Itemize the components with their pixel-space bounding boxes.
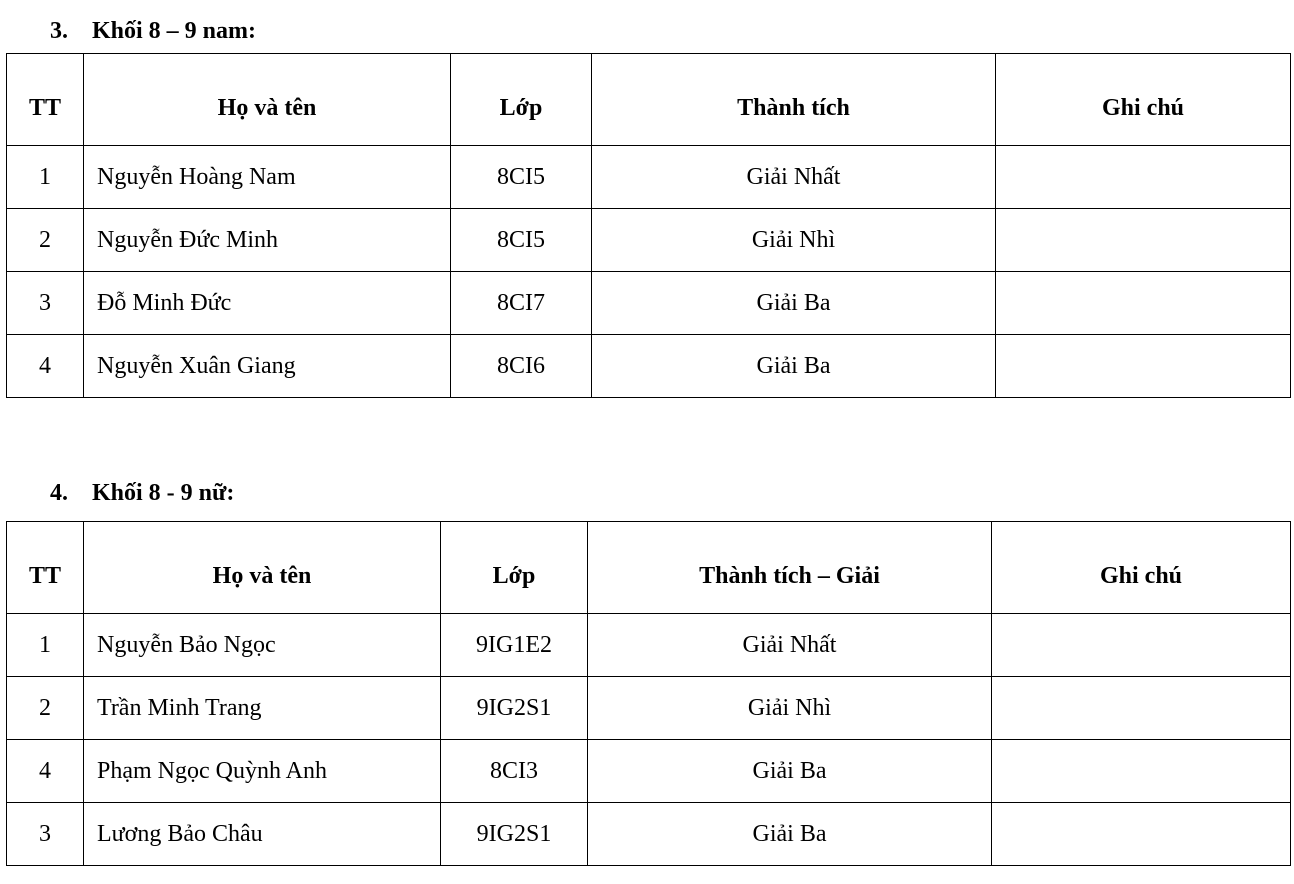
cell-class: 8CI3 — [441, 740, 588, 803]
column-header-name: Họ và tên — [84, 522, 441, 614]
cell-note — [996, 272, 1291, 335]
cell-tt: 1 — [7, 146, 84, 209]
cell-tt: 1 — [7, 614, 84, 677]
cell-class: 8CI5 — [451, 209, 592, 272]
section-number: 4. — [50, 480, 68, 506]
table-row — [7, 677, 1291, 740]
column-header-award: Thành tích — [592, 54, 996, 146]
table-row — [7, 740, 1291, 803]
cell-tt: 3 — [7, 803, 84, 866]
column-header-class: Lớp — [441, 522, 588, 614]
cell-award: Giải Ba — [592, 335, 996, 398]
table-row — [7, 272, 1291, 335]
cell-award: Giải Nhất — [588, 614, 992, 677]
table-row — [7, 146, 1291, 209]
cell-tt: 4 — [7, 335, 84, 398]
cell-note — [996, 209, 1291, 272]
column-header-note: Ghi chú — [996, 54, 1291, 146]
cell-note — [992, 803, 1291, 866]
column-header-award: Thành tích – Giải — [588, 522, 992, 614]
table-row — [7, 803, 1291, 866]
cell-tt: 3 — [7, 272, 84, 335]
table-row — [7, 335, 1291, 398]
cell-award: Giải Nhì — [588, 677, 992, 740]
cell-class: 8CI7 — [451, 272, 592, 335]
cell-class: 9IG2S1 — [441, 803, 588, 866]
cell-award: Giải Ba — [588, 740, 992, 803]
table-header-row — [7, 522, 1291, 614]
cell-class: 9IG2S1 — [441, 677, 588, 740]
cell-award: Giải Nhì — [592, 209, 996, 272]
cell-note — [992, 677, 1291, 740]
cell-name: Nguyễn Hoàng Nam — [84, 146, 451, 209]
cell-name: Nguyễn Bảo Ngọc — [84, 614, 441, 677]
cell-name: Đỗ Minh Đức — [84, 272, 451, 335]
column-header-note: Ghi chú — [992, 522, 1291, 614]
cell-award: Giải Ba — [588, 803, 992, 866]
column-header-name: Họ và tên — [84, 54, 451, 146]
table-row — [7, 614, 1291, 677]
cell-name: Nguyễn Đức Minh — [84, 209, 451, 272]
results-table-female — [6, 521, 1291, 866]
cell-note — [996, 335, 1291, 398]
section-number: 3. — [50, 18, 68, 44]
cell-name: Lương Bảo Châu — [84, 803, 441, 866]
cell-name: Trần Minh Trang — [84, 677, 441, 740]
cell-tt: 4 — [7, 740, 84, 803]
column-header-tt: TT — [7, 522, 84, 614]
results-table-male — [6, 53, 1291, 398]
table-row — [7, 209, 1291, 272]
cell-name: Phạm Ngọc Quỳnh Anh — [84, 740, 441, 803]
section-heading — [50, 17, 256, 45]
cell-note — [992, 740, 1291, 803]
cell-tt: 2 — [7, 677, 84, 740]
cell-class: 8CI5 — [451, 146, 592, 209]
section-heading — [50, 479, 234, 507]
column-header-tt: TT — [7, 54, 84, 146]
cell-award: Giải Ba — [592, 272, 996, 335]
table-header-row — [7, 54, 1291, 146]
cell-note — [996, 146, 1291, 209]
section-title: Khối 8 - 9 nữ: — [92, 480, 235, 506]
cell-note — [992, 614, 1291, 677]
section-title: Khối 8 – 9 nam: — [92, 18, 257, 44]
cell-class: 8CI6 — [451, 335, 592, 398]
cell-tt: 2 — [7, 209, 84, 272]
cell-name: Nguyễn Xuân Giang — [84, 335, 451, 398]
cell-award: Giải Nhất — [592, 146, 996, 209]
cell-class: 9IG1E2 — [441, 614, 588, 677]
column-header-class: Lớp — [451, 54, 592, 146]
